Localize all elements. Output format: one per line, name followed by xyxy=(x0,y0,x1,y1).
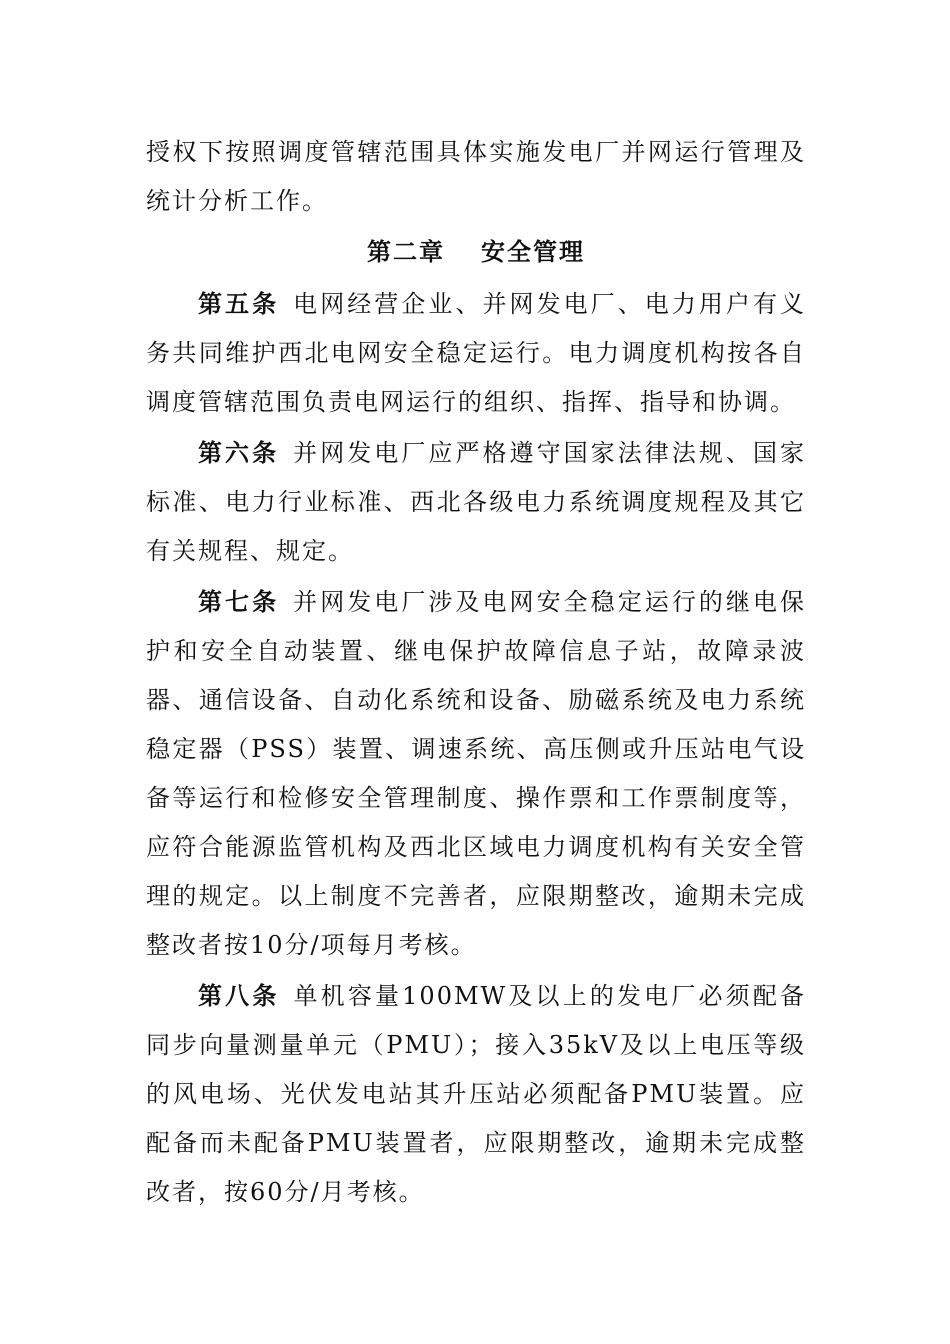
article-text: 并网发电厂涉及电网安全稳定运行的继电保护和安全自动装置、继电保护故障信息子站，故障录波器、通信设备、自动化系统和设备、励磁系统及电力系统稳定器（PSS）装置、调速系统、高压侧或升压站电气设备等运行和检修安全管理制度、操作票和工作票制度等，应符合能源监管机构及西北区域电力调度机构有关安全管理的规定。以上制度不完善者，应限期整改，逾期未完成整改者按10分/项每月考核。 xyxy=(146,588,807,959)
document-body xyxy=(146,128,806,1218)
chapter-number: 第二章 xyxy=(367,237,445,266)
article-text: 并网发电厂应严格遵守国家法律法规、国家标准、电力行业标准、西北各级电力系统调度规程及其它有关规程、规定。 xyxy=(146,439,807,565)
article-label: 第八条 xyxy=(198,981,280,1010)
article-text: 单机容量100MW及以上的发电厂必须配备同步向量测量单元（PMU）；接入35kV及以上电压等级的风电场、光伏发电站其升压站必须配备PMU装置。应配备而未配备PMU装置者，应限期整改，逾期未完成整改者，按60分/月考核。 xyxy=(146,982,806,1206)
article-6 xyxy=(146,428,806,576)
article-8 xyxy=(146,971,806,1217)
chapter-title: 安全管理 xyxy=(481,237,585,266)
article-label: 第七条 xyxy=(198,587,280,616)
article-text: 电网经营企业、并网发电厂、电力用户有义务共同维护西北电网安全稳定运行。电力调度机构按各自调度管辖范围负责电网运行的组织、指挥、指导和协调。 xyxy=(146,290,807,416)
article-5 xyxy=(146,279,806,427)
article-label: 第六条 xyxy=(198,438,280,467)
article-label: 第五条 xyxy=(198,289,280,318)
chapter-heading xyxy=(146,227,806,277)
article-7 xyxy=(146,577,806,970)
intro-paragraph: 授权下按照调度管辖范围具体实施发电厂并网运行管理及统计分析工作。 xyxy=(146,138,806,215)
